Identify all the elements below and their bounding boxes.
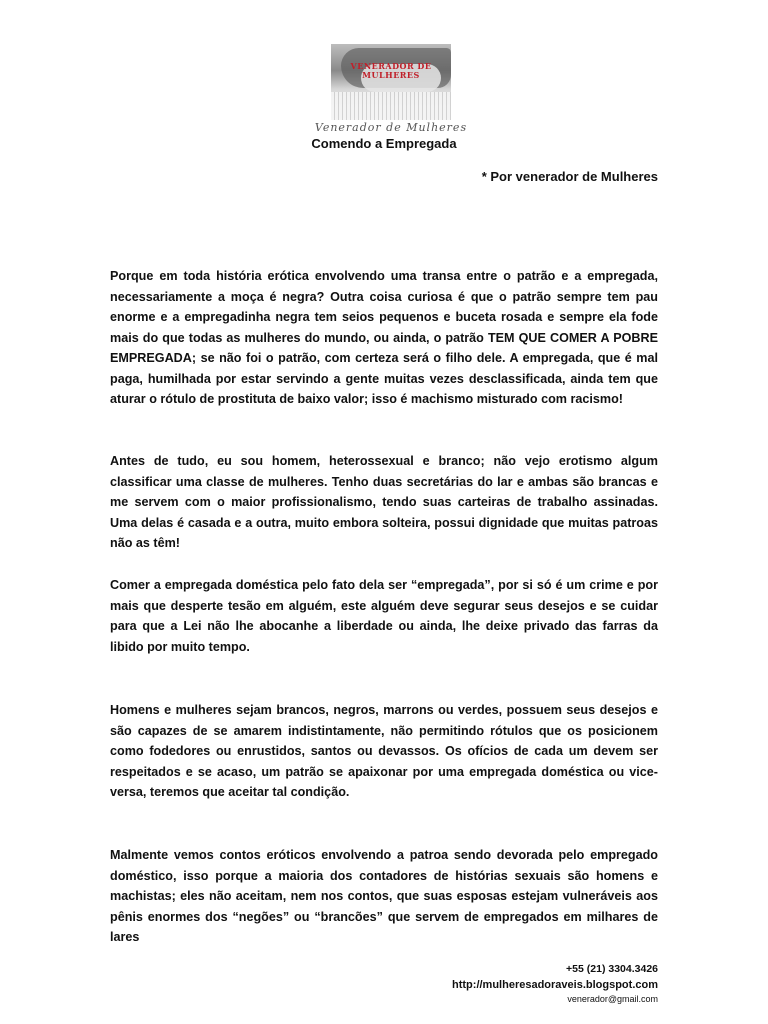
paragraph-3: Comer a empregada doméstica pelo fato dela ser “empregada”, por si só é um crime e por mais que desperte tesão em alguém, este alguém deve segurar seus desejos e se cuidar para que a Lei não lhe abocanhe a liberdade ou ainda, lhe deixe privado das farras da libido por muito tempo.: [110, 578, 658, 654]
paragraph-1: Porque em toda história erótica envolvendo uma transa entre o patrão e a empregada, necessariamente a moça é negra? Outra coisa curiosa é que o patrão sempre tem pau enorme e a empregadinha negra tem seios pequenos e buceta rosada e sempre ela fode mais do que todas as mulheres do mundo, ou ainda, o patrão TEM QUE COMER A POBRE EMPREGADA; se não foi o patrão, com certeza será o filho dele. A empregada, que é mal paga, humilhada por estar servindo a gente muitas vezes desclassificada, ainda tem que aturar o rótulo de prostituta de baixo valor; isso é machismo misturado com racismo!: [110, 269, 658, 406]
footer-website-link[interactable]: http://mulheresadoraveis.blogspot.com: [452, 979, 658, 991]
footer-phone: +55 (21) 3304.3426: [566, 963, 658, 975]
paragraph-5: Malmente vemos contos eróticos envolvendo a patroa sendo devorada pelo empregado doméstico, isso porque a maioria dos contadores de histórias sexuais são homens e machistas; eles não aceitam, nem nos contos, que suas esposas estejam vulneráveis aos pênis enormes dos “negões” ou “brancões” que servem de empregados em milhares de lares: [110, 848, 658, 944]
logo-caption: Venerador de Mulheres: [314, 121, 468, 134]
footer-email-link[interactable]: venerador@gmail.com: [567, 994, 658, 1004]
author-byline: * Por venerador de Mulheres: [481, 169, 658, 184]
paragraph-4: Homens e mulheres sejam brancos, negros, marrons ou verdes, possuem seus desejos e são capazes de se amarem indistintamente, não permitindo rótulos que os posicionem como fodedores ou enrustidos, santos ou devassos. Os ofícios de cada um devem ser respeitados e se acaso, um patrão se apaixonar por uma empregada doméstica ou vice-versa, teremos que aceitar tal condição.: [110, 703, 658, 799]
logo-image: [331, 44, 451, 120]
document-title: Comendo a Empregada: [311, 136, 457, 151]
paragraph-2: Antes de tudo, eu sou homem, heterossexual e branco; não vejo erotismo algum classificar uma classe de mulheres. Tenho duas secretárias do lar e ambas são brancas e me servem com o maior profissionalismo, tendo suas carteiras de trabalho assinadas. Uma delas é casada e a outra, muito embora solteira, possui dignidade que muitas patroas não as têm!: [110, 454, 658, 550]
logo: [314, 44, 468, 134]
book-icon: [331, 92, 451, 120]
logo-image-text: VENERADOR DE MULHERES: [350, 61, 432, 80]
